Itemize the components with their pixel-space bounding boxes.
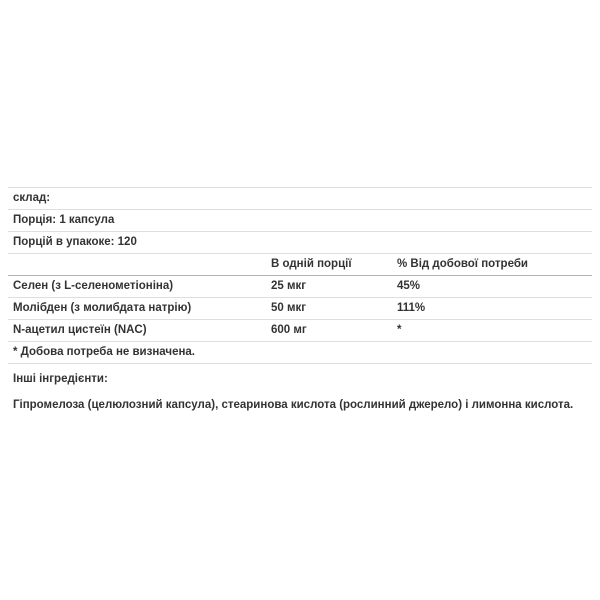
column-header-amount: В одній порції (271, 258, 352, 270)
column-header-daily-value: % Від добової потреби (397, 258, 528, 270)
empty-cell (271, 236, 397, 249)
table-row-serving-size (8, 210, 592, 232)
other-ingredients-section (8, 373, 592, 412)
table-row-servings-per-pack (8, 232, 592, 254)
table-header-row (8, 254, 592, 276)
table-row-composition (8, 188, 592, 210)
composition-label: склад: (13, 192, 51, 204)
empty-header-cell (8, 258, 271, 271)
serving-size-label: Порція: 1 капсула (13, 214, 115, 226)
table-footnote-row (8, 342, 592, 364)
ingredient-name: Селен (з L-селенометіоніна) (13, 280, 174, 292)
ingredient-name: Молібден (з молибдата натрію) (13, 302, 192, 314)
ingredient-daily-value: * (397, 324, 402, 336)
empty-cell (271, 192, 397, 205)
other-ingredients-text: Гіпромелоза (целюлозний капсула), стеаринова кислота (рослинний джерело) і лимонна кислота. (13, 399, 574, 411)
empty-cell (397, 346, 592, 359)
servings-per-pack-label: Порцій в упакоке: 120 (13, 236, 137, 248)
table-row (8, 298, 592, 320)
empty-cell (397, 214, 592, 227)
ingredient-amount: 50 мкг (271, 302, 307, 314)
footnote-text: * Добова потреба не визначена. (13, 346, 196, 358)
ingredient-daily-value: 111% (397, 302, 426, 314)
empty-cell (397, 236, 592, 249)
table-row (8, 320, 592, 342)
empty-cell (397, 192, 592, 205)
empty-cell (271, 346, 397, 359)
supplement-facts-table (8, 187, 592, 364)
ingredient-amount: 600 мг (271, 324, 307, 336)
ingredient-daily-value: 45% (397, 280, 421, 292)
supplement-facts (8, 187, 592, 412)
table-row (8, 276, 592, 298)
other-ingredients-title: Інші інгредієнти: (13, 373, 108, 385)
ingredient-amount: 25 мкг (271, 280, 307, 292)
ingredient-name: N-ацетил цистеїн (NAC) (13, 324, 147, 336)
empty-cell (271, 214, 397, 227)
